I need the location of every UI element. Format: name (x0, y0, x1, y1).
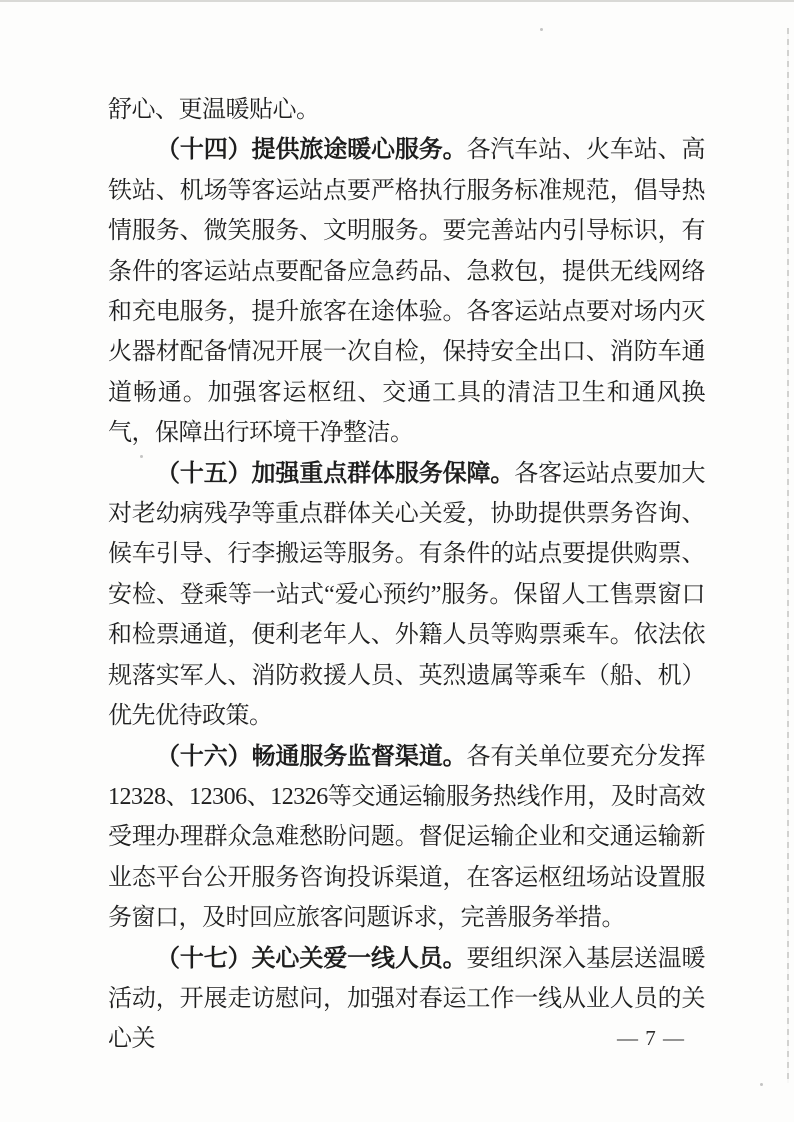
page-footer (596, 1026, 706, 1051)
scan-artifact-right-streak (787, 28, 789, 1083)
paragraph-item-16 (108, 737, 705, 939)
paragraph-heading: （十四）提供旅途暖心服务。 (156, 137, 467, 164)
scan-speck (760, 1083, 763, 1086)
paragraph-text: 各汽车站、火车站、高铁站、机场等客运站点要严格执行服务标准规范，倡导热情服务、微笑服务、文明服务。要完善站内引导标识，有条件的客运站点要配备应急药品、急救包，提供无线网络和充电服务，提升旅客在途体验。各客运站点要对场内灭火器材配备情况开展一次自检，保持安全出口、消防车通道畅通。加强客运枢纽、交通工具的清洁卫生和通风换气，保障出行环境干净整洁。 (108, 137, 706, 447)
paragraph-text: 舒心、更温暖贴心。 (108, 97, 320, 123)
paragraph-text: 各客运站点要加大对老幼病残孕等重点群体关心关爱，协助提供票务咨询、候车引导、行李搬运等服务。有条件的站点要提供购票、安检、登乘等一站式“爱心预约”服务。保留人工售票窗口和检票通道，便利老年人、外籍人员等购票乘车。依法依规落实军人、消防救援人员、英烈遗属等乘车（船、机）优先优待政策。 (108, 460, 706, 730)
paragraph-item-15 (108, 454, 705, 737)
paragraph-heading: （十五）加强重点群体服务保障。 (156, 460, 515, 487)
paragraph-heading: （十六）畅通服务监督渠道。 (156, 743, 467, 770)
document-body (108, 90, 705, 1060)
paragraph-continuation (108, 90, 705, 130)
paragraph-heading: （十七）关心关爱一线人员。 (156, 945, 467, 972)
page-number: — 7 — (617, 1026, 685, 1050)
scan-speck (540, 28, 543, 31)
paragraph-text: 各有关单位要充分发挥12328、12306、12326等交通运输服务热线作用，及时高效受理办理群众急难愁盼问题。督促运输企业和交通运输新业态平台公开服务咨询投诉渠道，在客运枢纽场站设置服务窗口，及时回应旅客问题诉求，完善服务举措。 (108, 743, 706, 932)
scan-artifact-top-edge (0, 0, 794, 2)
paragraph-item-14 (108, 130, 705, 453)
paragraph-text: 要组织深入基层送温暖活动，开展走访慰问，加强对春运工作一线从业人员的关心关 (108, 945, 706, 1053)
